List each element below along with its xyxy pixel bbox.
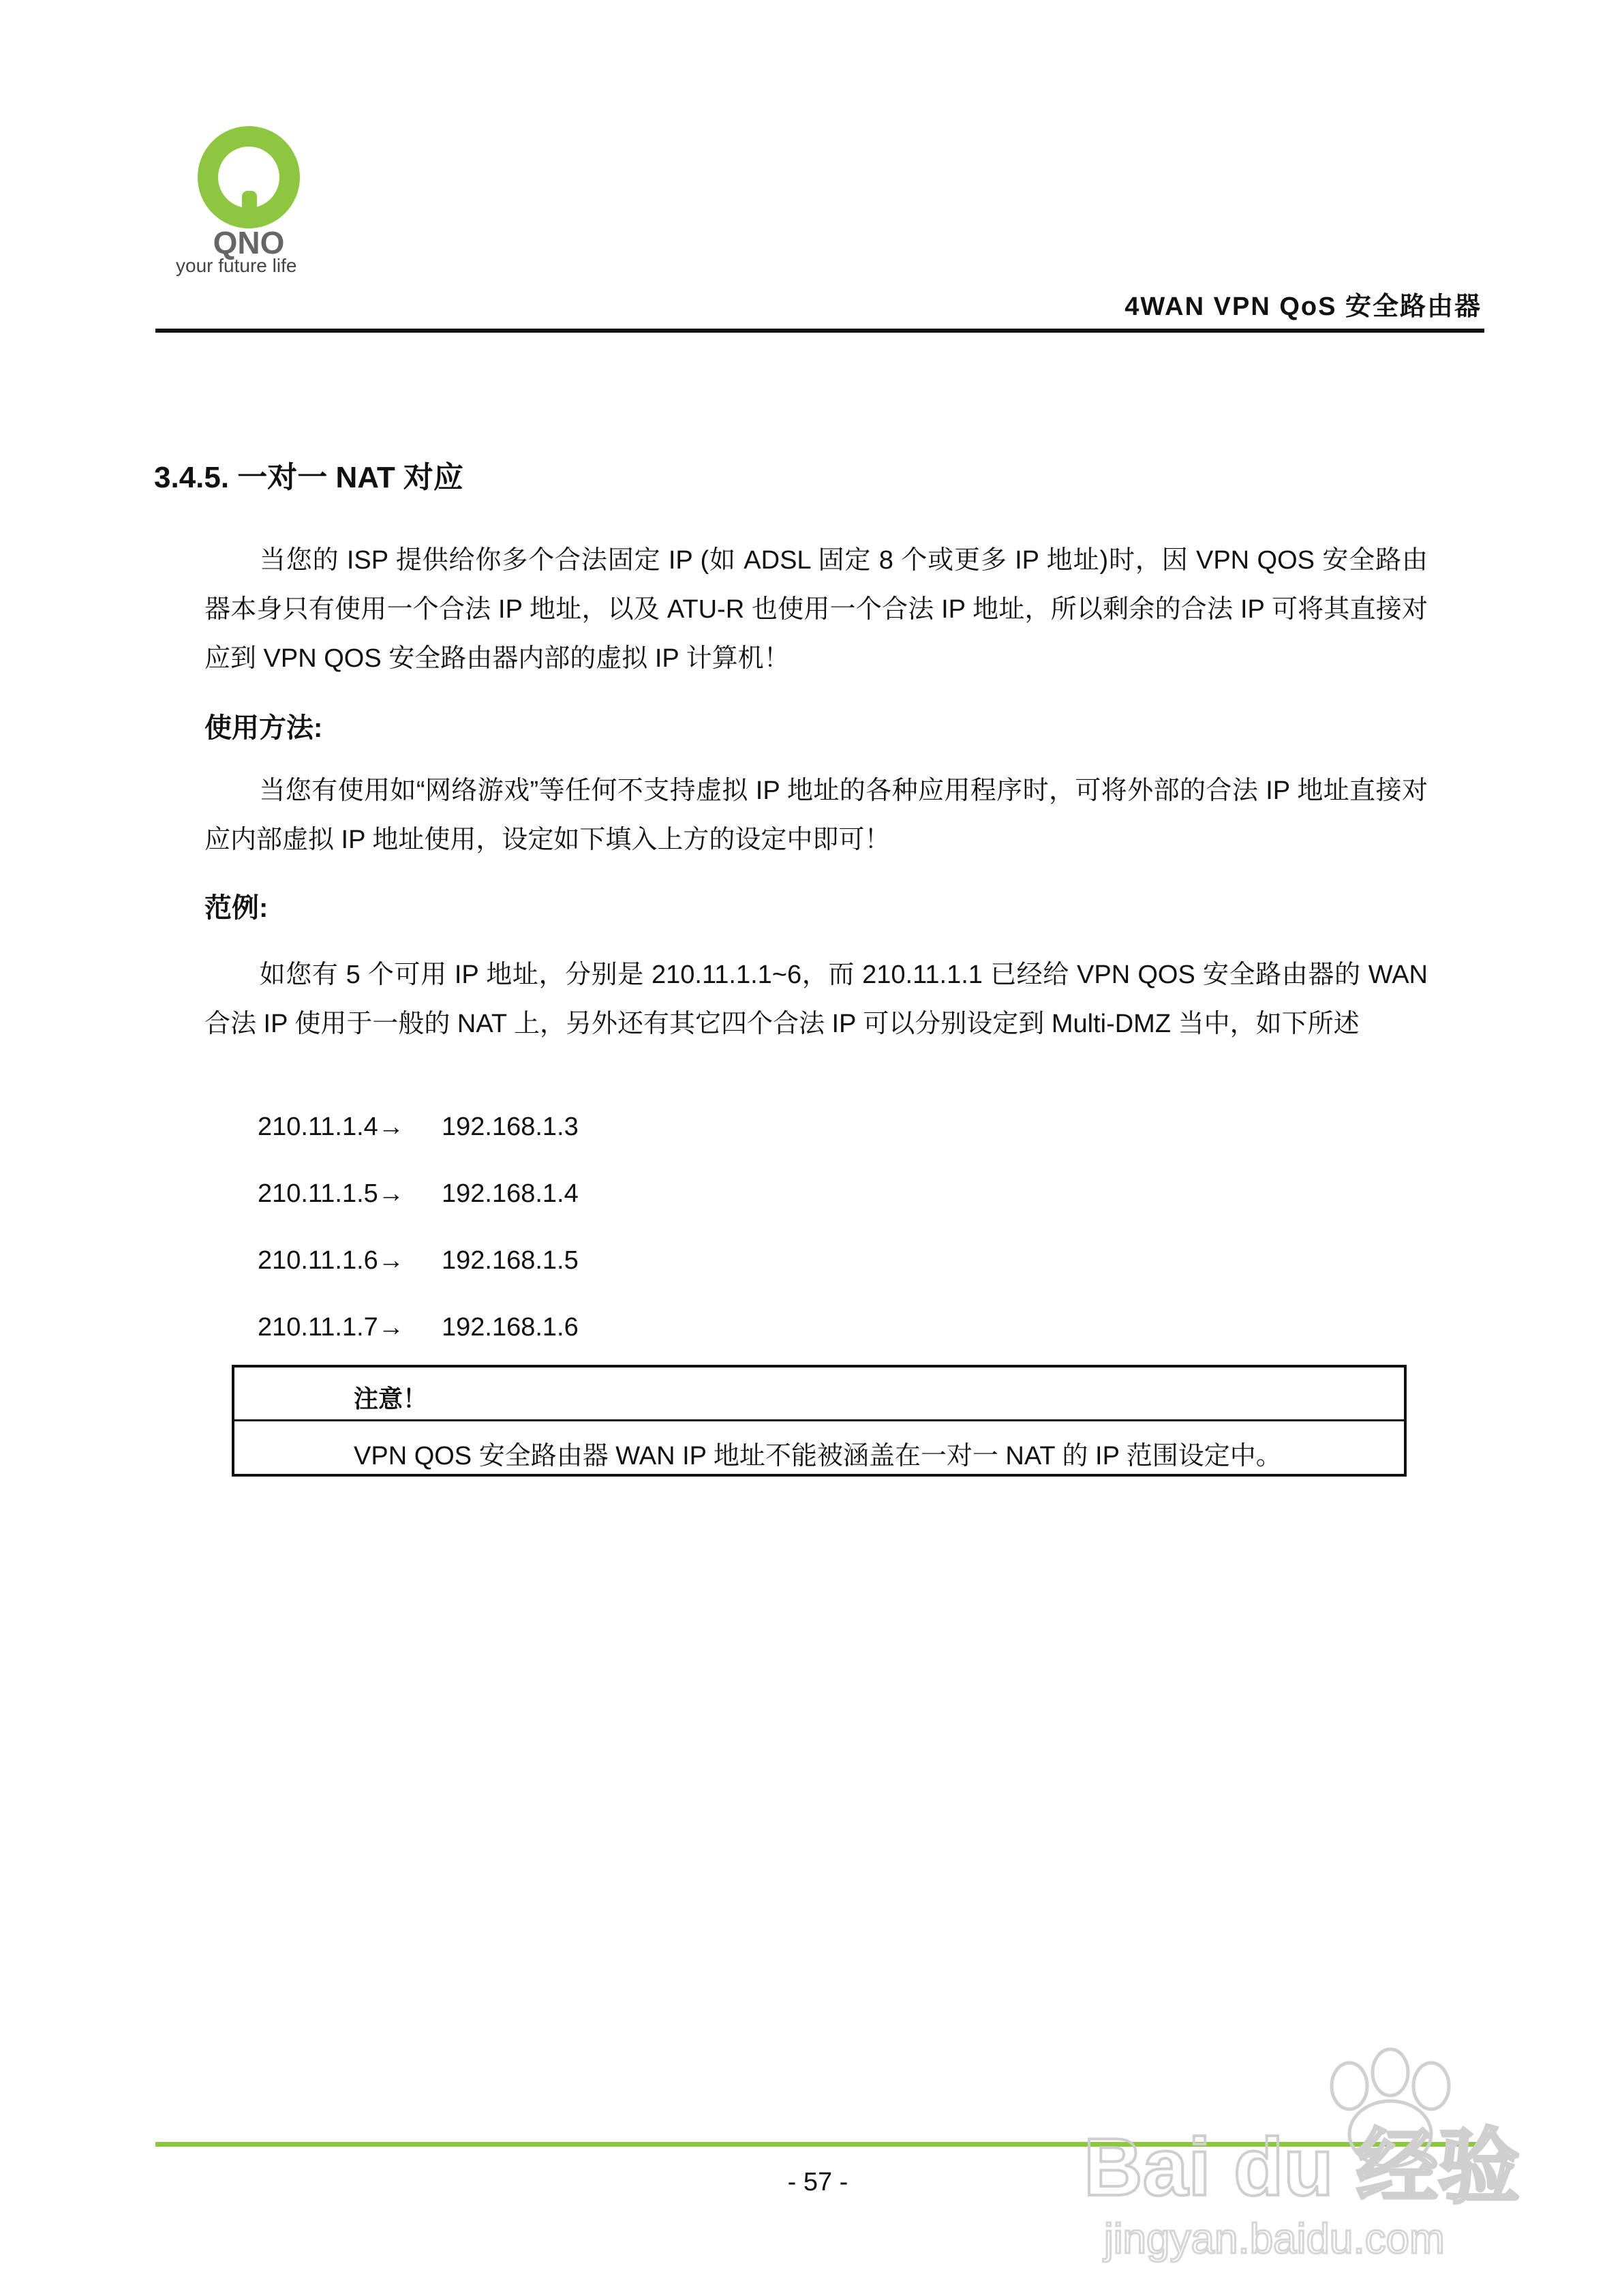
example-heading: 范例: <box>204 893 269 923</box>
usage-heading: 使用方法: <box>204 713 323 743</box>
page-number: - 57 - <box>787 2168 848 2196</box>
mapping-src: 210.11.1.5 <box>258 1179 378 1208</box>
note-title: 注意！ <box>354 1385 428 1413</box>
mapping-dst: 192.168.1.6 <box>442 1313 579 1342</box>
mapping-row <box>258 1113 579 1142</box>
intro-paragraph <box>204 536 1428 683</box>
mapping-dst: 192.168.1.5 <box>442 1246 579 1275</box>
baidu-watermark <box>1063 2038 1554 2270</box>
arrow-icon: → <box>378 1246 404 1275</box>
example-text: 如您有 5 个可用 IP 地址，分别是 210.11.1.1~6，而 210.11.1.1 已经给 VPN QOS 安全路由器的 WAN 合法 IP 使用于一般的 NAT 上，另外还有其它四个合法 IP 可以分别设定到 Multi-DMZ 当中，如下所述 <box>204 961 1428 1038</box>
mapping-src: 210.11.1.7 <box>258 1313 378 1342</box>
watermark-brand: Bai du 经验 <box>1084 2121 1520 2213</box>
mapping-src: 210.11.1.6 <box>258 1246 378 1275</box>
svg-text:QNO: QNO <box>213 225 285 260</box>
mapping-dst: 192.168.1.3 <box>442 1113 579 1141</box>
section-title: 3.4.5. 一对一 NAT 对应 <box>154 461 463 494</box>
header-divider <box>155 329 1484 333</box>
arrow-icon: → <box>378 1179 404 1208</box>
watermark-url: jingyan.baidu.com <box>1104 2216 1445 2263</box>
mapping-dst: 192.168.1.4 <box>442 1179 579 1208</box>
intro-text: 当您的 ISP 提供给你多个合法固定 IP (如 ADSL 固定 8 个或更多 IP 地址)时，因 VPN QOS 安全路由器本身只有使用一个合法 IP 地址，以及 ATU-R 也使用一个合法 IP 地址，所以剩余的合法 IP 可将其直接对应到 VPN QOS 安全路由器内部的虚拟 IP 计算机！ <box>204 546 1428 673</box>
arrow-icon: → <box>378 1113 404 1141</box>
mapping-row <box>258 1313 579 1342</box>
note-text: VPN QOS 安全路由器 WAN IP 地址不能被涵盖在一对一 NAT 的 IP 范围设定中。 <box>354 1442 1282 1470</box>
note-divider <box>234 1419 1404 1421</box>
example-paragraph <box>204 950 1428 1048</box>
usage-text: 当您有使用如“网络游戏”等任何不支持虚拟 IP 地址的各种应用程序时，可将外部的合法 IP 地址直接对应内部虚拟 IP 地址使用，设定如下填入上方的设定中即可！ <box>204 776 1428 854</box>
mapping-row <box>258 1179 579 1209</box>
mapping-row <box>258 1246 579 1275</box>
usage-paragraph <box>204 766 1428 864</box>
header-title: 4WAN VPN QoS 安全路由器 <box>1124 292 1482 321</box>
arrow-icon: → <box>378 1313 404 1342</box>
note-box <box>232 1365 1407 1477</box>
mapping-src: 210.11.1.4 <box>258 1113 378 1141</box>
logo-tagline: your future life <box>176 255 297 276</box>
